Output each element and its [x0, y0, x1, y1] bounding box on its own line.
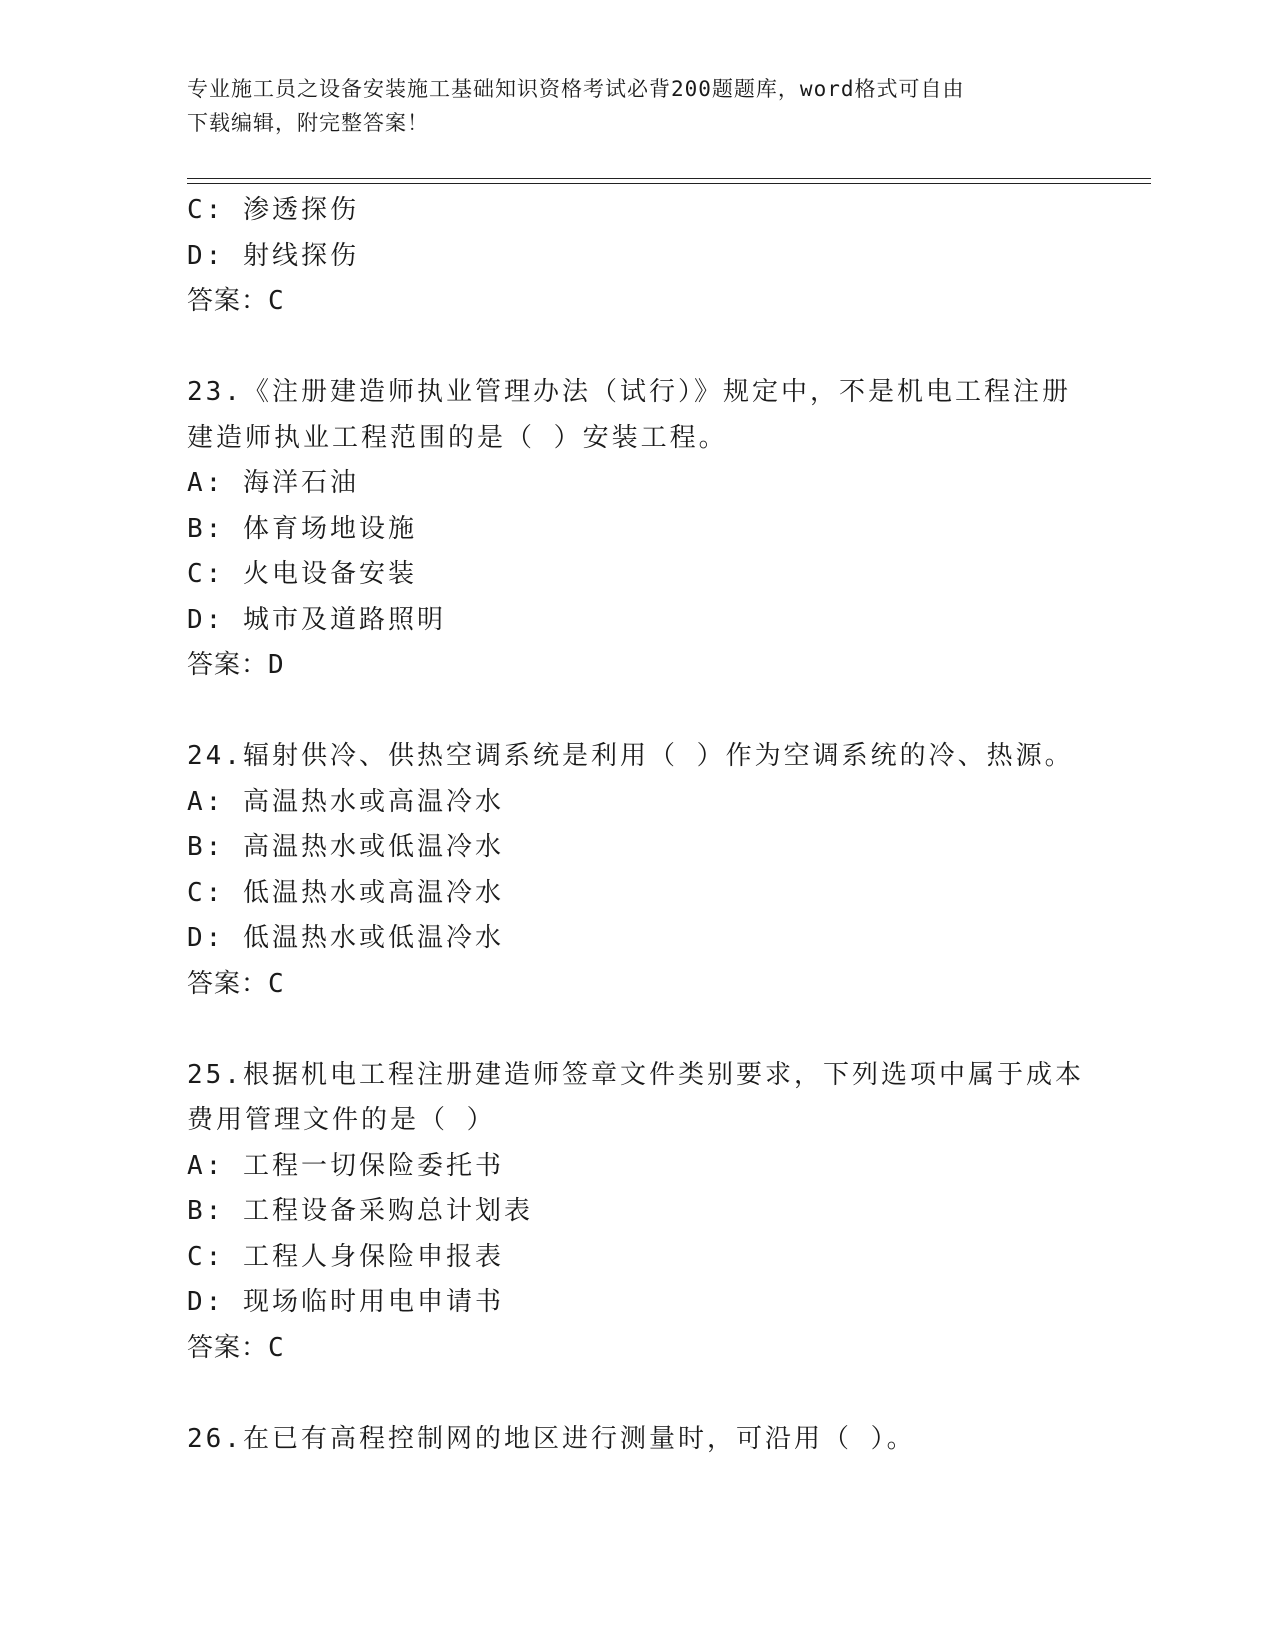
spacer — [187, 1007, 1087, 1053]
option-c: C: 工程人身保险申报表 — [187, 1241, 504, 1272]
document-body — [187, 188, 1087, 1462]
header-rule-bottom — [187, 183, 1151, 184]
option-c: C: 渗透探伤 — [187, 195, 359, 225]
question-stem-line: 23.《注册建造师执业管理办法（试行）》规定中，不是机电工程注册 — [187, 377, 1071, 407]
option-d: D: 射线探伤 — [187, 240, 359, 271]
question-25 — [187, 1053, 1087, 1372]
header-rule-top — [187, 178, 1151, 179]
option-c: C: 低温热水或高温冷水 — [187, 877, 504, 908]
question-stem-line: 建造师执业工程范围的是（ ）安装工程。 — [187, 422, 728, 453]
question-23 — [187, 370, 1087, 689]
option-d: D: 现场临时用电申请书 — [187, 1287, 504, 1317]
question-stem-line: 费用管理文件的是（ ） — [187, 1105, 496, 1135]
answer: 答案：C — [187, 286, 285, 316]
option-b: B: 工程设备采购总计划表 — [187, 1196, 533, 1226]
option-b: B: 高温热水或低温冷水 — [187, 832, 504, 862]
header-title-line-1: 专业施工员之设备安装施工基础知识资格考试必背200题题库，word格式可自由 — [187, 77, 965, 101]
option-d: D: 低温热水或低温冷水 — [187, 923, 504, 953]
option-b: B: 体育场地设施 — [187, 513, 417, 544]
header-title-line-2: 下载编辑，附完整答案！ — [187, 111, 429, 135]
option-a: A: 高温热水或高温冷水 — [187, 786, 504, 817]
question-22-tail — [187, 188, 1087, 325]
answer: 答案：C — [187, 968, 285, 999]
option-a: A: 海洋石油 — [187, 468, 359, 498]
question-24 — [187, 734, 1087, 1007]
option-a: A: 工程一切保险委托书 — [187, 1150, 504, 1181]
option-d: D: 城市及道路照明 — [187, 604, 446, 635]
question-stem-line: 26.在已有高程控制网的地区进行测量时，可沿用（ ）。 — [187, 1423, 916, 1454]
question-stem-line: 24.辐射供冷、供热空调系统是利用（ ）作为空调系统的冷、热源。 — [187, 741, 1074, 771]
document-header — [187, 72, 1067, 140]
spacer — [187, 1371, 1087, 1417]
question-stem-line: 25.根据机电工程注册建造师签章文件类别要求，下列选项中属于成本 — [187, 1059, 1084, 1090]
spacer — [187, 689, 1087, 735]
option-c: C: 火电设备安装 — [187, 559, 417, 589]
answer: 答案：D — [187, 650, 285, 680]
answer: 答案：C — [187, 1332, 285, 1363]
question-26 — [187, 1417, 1087, 1463]
spacer — [187, 325, 1087, 371]
